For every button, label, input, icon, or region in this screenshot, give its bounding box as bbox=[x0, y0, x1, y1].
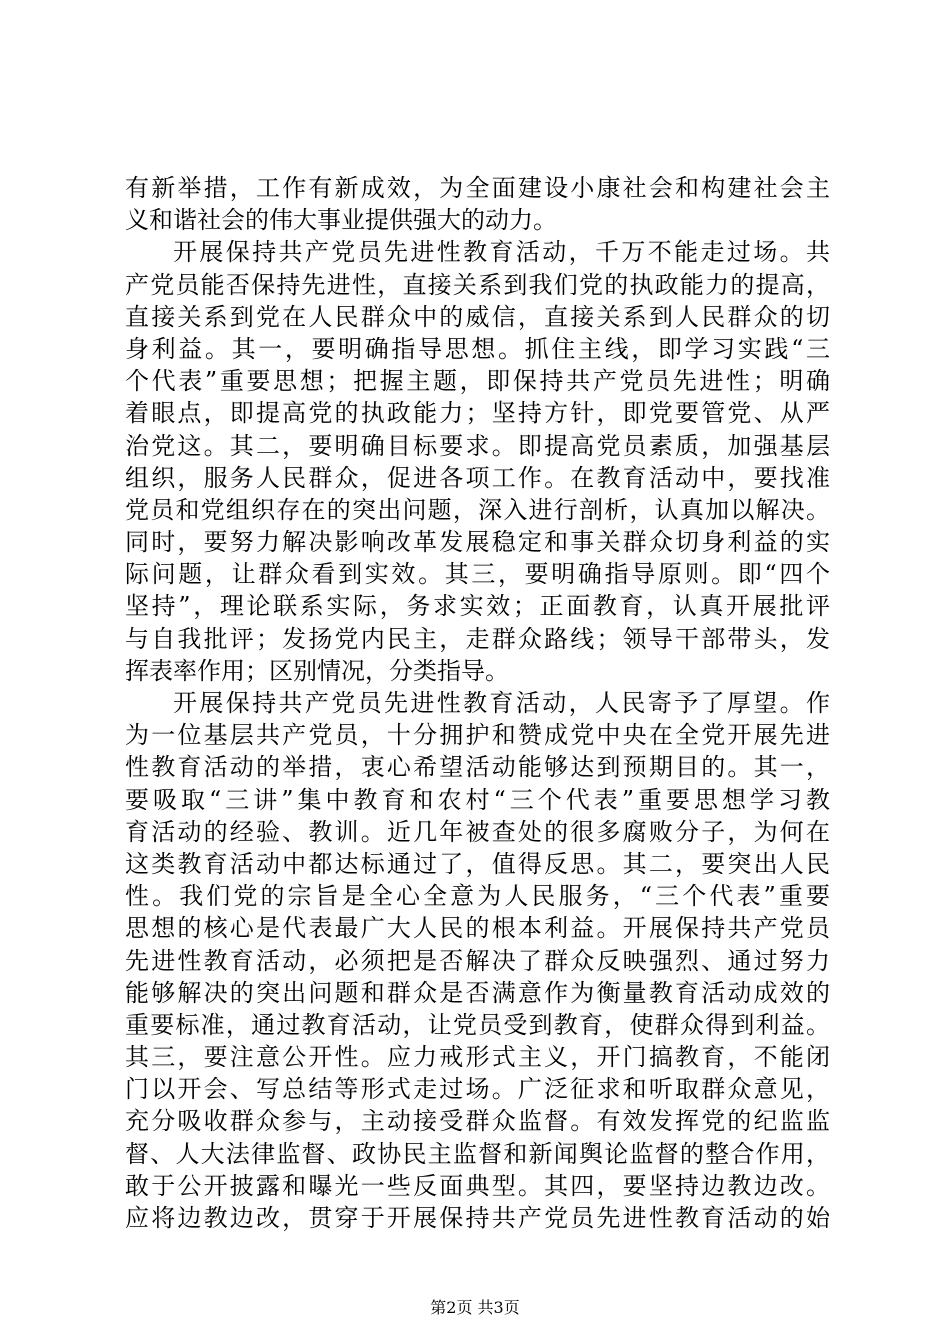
text-line: 这类教育活动中都达标通过了，值得反思。其二，要突出人民 bbox=[125, 849, 830, 878]
text-line: 应将边教边改，贯穿于开展保持共产党员先进性教育活动的始 bbox=[125, 1204, 830, 1232]
text-line: 其三，要注意公开性。应力戒形式主义，开门搞教育，不能闭 bbox=[125, 1043, 830, 1072]
text-line: 着眼点，即提高党的执政能力；坚持方针，即党要管党、从严 bbox=[125, 399, 830, 428]
text-line: 挥表率作用；区别情况，分类指导。 bbox=[125, 656, 509, 685]
text-line: 性。我们党的宗旨是全心全意为人民服务，“三个代表”重要 bbox=[125, 882, 830, 911]
text-line: 治党这。其二，要明确目标要求。即提高党员素质，加强基层 bbox=[125, 431, 830, 460]
text-line: 开展保持共产党员先进性教育活动，千万不能走过场。共 bbox=[173, 238, 830, 267]
text-line: 组织，服务人民群众，促进各项工作。在教育活动中，要找准 bbox=[125, 463, 830, 492]
text-line: 个代表”重要思想；把握主题，即保持共产党员先进性；明确 bbox=[125, 367, 830, 396]
text-line: 要吸取“三讲”集中教育和农村“三个代表”重要思想学习教 bbox=[125, 785, 830, 814]
text-line: 能够解决的突出问题和群众是否满意作为衡量教育活动成效的 bbox=[125, 978, 830, 1007]
text-line: 充分吸收群众参与，主动接受群众监督。有效发挥党的纪监监 bbox=[125, 1107, 830, 1136]
text-line: 敢于公开披露和曝光一些反面典型。其四，要坚持边教边改。 bbox=[125, 1171, 830, 1200]
text-line: 坚持”，理论联系实际，务求实效；正面教育，认真开展批评 bbox=[125, 592, 830, 621]
text-line: 为一位基层共产党员，十分拥护和赞成党中央在全党开展先进 bbox=[125, 721, 830, 750]
text-line: 有新举措，工作有新成效，为全面建设小康社会和构建社会主 bbox=[125, 174, 830, 202]
text-line: 重要标准，通过教育活动，让党员受到教育，使群众得到利益。 bbox=[125, 1010, 830, 1039]
text-line: 开展保持共产党员先进性教育活动，人民寄予了厚望。作 bbox=[173, 689, 830, 717]
text-line: 党员和党组织存在的突出问题，深入进行剖析，认真加以解决。 bbox=[125, 495, 830, 524]
text-line: 产党员能否保持先进性，直接关系到我们党的执政能力的提高， bbox=[125, 270, 830, 299]
text-line: 与自我批评；发扬党内民主，走群众路线；领导干部带头，发 bbox=[125, 624, 830, 653]
text-line: 身利益。其一，要明确指导思想。抓住主线，即学习实践“三 bbox=[125, 334, 830, 363]
text-line: 同时，要努力解决影响改革发展稳定和事关群众切身利益的实 bbox=[125, 528, 830, 557]
page-number-footer: 第2页 共3页 bbox=[430, 1298, 520, 1317]
text-line: 际问题，让群众看到实效。其三，要明确指导原则。即“四个 bbox=[125, 560, 830, 589]
body-text bbox=[125, 172, 830, 1234]
text-line: 督、人大法律监督、政协民主监督和新闻舆论监督的整合作用， bbox=[125, 1139, 830, 1168]
text-line: 思想的核心是代表最广大人民的根本利益。开展保持共产党员 bbox=[125, 914, 830, 943]
text-line: 义和谐社会的伟大事业提供强大的动力。 bbox=[125, 206, 557, 235]
text-line: 门以开会、写总结等形式走过场。广泛征求和听取群众意见， bbox=[125, 1075, 830, 1104]
text-line: 先进性教育活动，必须把是否解决了群众反映强烈、通过努力 bbox=[125, 946, 830, 975]
text-line: 直接关系到党在人民群众中的威信，直接关系到人民群众的切 bbox=[125, 302, 830, 331]
text-line: 性教育活动的举措，衷心希望活动能够达到预期目的。其一， bbox=[125, 753, 830, 782]
text-line: 育活动的经验、教训。近几年被查处的很多腐败分子，为何在 bbox=[125, 817, 830, 846]
